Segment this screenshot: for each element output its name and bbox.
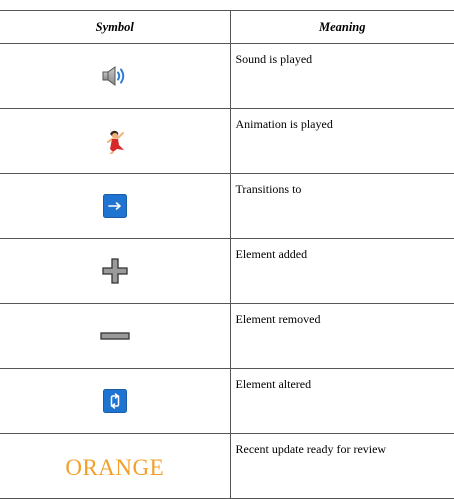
meaning-cell: Transitions to bbox=[230, 174, 454, 239]
plus-icon bbox=[101, 257, 129, 285]
symbol-cell bbox=[0, 239, 230, 304]
symbol-legend-table bbox=[0, 10, 454, 499]
meaning-cell: Animation is played bbox=[230, 109, 454, 174]
table-row bbox=[0, 304, 454, 369]
table-row bbox=[0, 109, 454, 174]
table-row bbox=[0, 434, 454, 499]
minus-icon bbox=[100, 331, 130, 341]
orange-label: ORANGE bbox=[65, 455, 165, 480]
table-row bbox=[0, 239, 454, 304]
symbol-cell bbox=[0, 174, 230, 239]
header-row bbox=[0, 11, 454, 44]
dancer-icon bbox=[104, 128, 126, 154]
speaker-icon bbox=[101, 64, 129, 88]
meaning-cell: Element removed bbox=[230, 304, 454, 369]
meaning-cell: Element altered bbox=[230, 369, 454, 434]
table-row bbox=[0, 174, 454, 239]
symbol-column-header: Symbol bbox=[0, 11, 230, 44]
symbol-cell bbox=[0, 44, 230, 109]
symbol-cell bbox=[0, 369, 230, 434]
meaning-cell: Element added bbox=[230, 239, 454, 304]
table-row bbox=[0, 369, 454, 434]
symbol-cell bbox=[0, 434, 230, 499]
meaning-cell: Recent update ready for review bbox=[230, 434, 454, 499]
refresh-icon bbox=[103, 389, 127, 413]
table-row bbox=[0, 44, 454, 109]
symbol-cell bbox=[0, 109, 230, 174]
symbol-cell bbox=[0, 304, 230, 369]
right-arrow-icon bbox=[103, 194, 127, 218]
meaning-column-header: Meaning bbox=[230, 11, 454, 44]
meaning-cell: Sound is played bbox=[230, 44, 454, 109]
